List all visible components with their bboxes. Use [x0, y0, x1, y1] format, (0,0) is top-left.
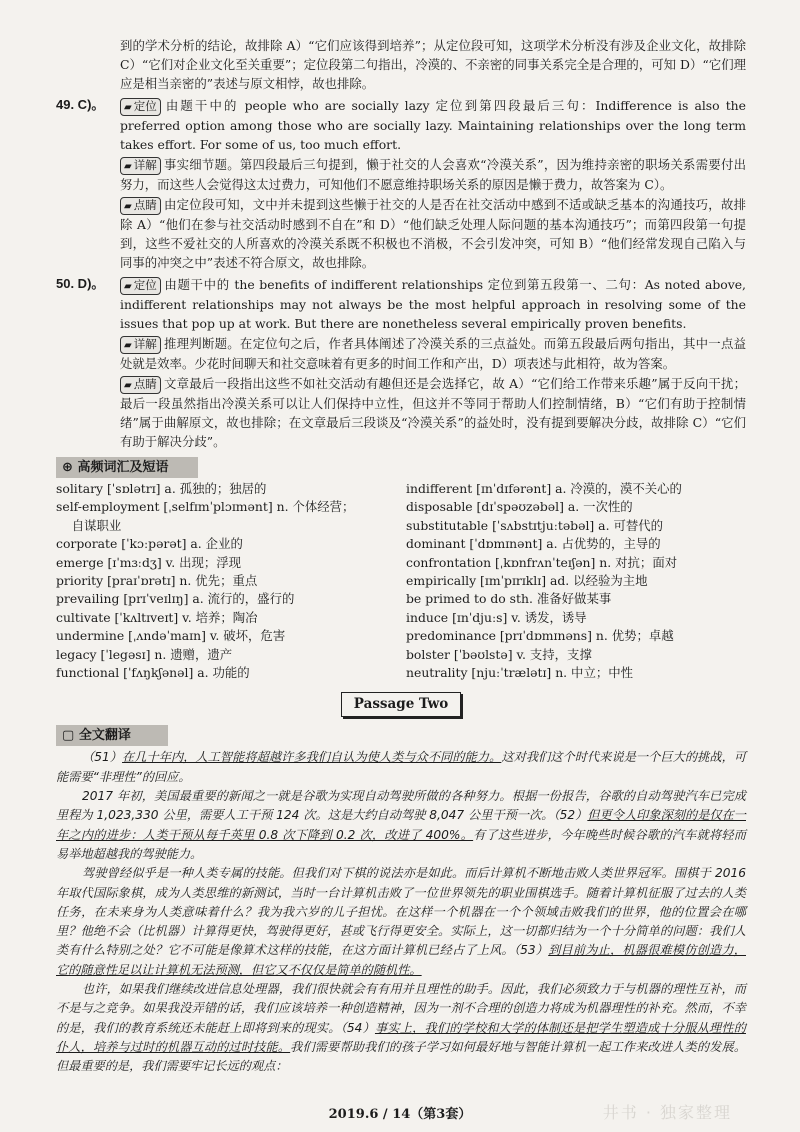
vocab-item: neutrality [njuːˈtrælətɪ] n. 中立；中性: [406, 665, 634, 681]
vocab-item: indifferent [ɪnˈdɪfərənt] a. 冷漠的，漠不关心的: [406, 481, 682, 496]
vocab-item: 自谋职业: [56, 517, 122, 533]
watermark: 井书 · 独家整理: [602, 1103, 732, 1122]
folder-icon: ▰: [124, 102, 132, 113]
folder-icon: ▰: [124, 340, 132, 351]
question-50: [56, 274, 746, 451]
folder-icon: ▰: [124, 201, 132, 212]
circle-plus-icon: ⊕: [62, 460, 73, 475]
question-49: [56, 95, 746, 272]
vocab-item: cultivate [ˈkʌltɪveɪt] v. 培养；陶冶: [56, 609, 258, 625]
square-icon: ▢: [62, 728, 75, 744]
vocab-heading: ⊕ 高频词汇及短语: [56, 457, 198, 478]
page-body: [56, 36, 746, 1077]
xiangjie-tag: ▰ 详解: [120, 336, 161, 354]
passage-title: Passage Two: [341, 692, 461, 717]
vocab-item: disposable [dɪˈspəʊzəbəl] a. 一次性的: [406, 499, 633, 515]
translation-body: [56, 748, 746, 1076]
vocab-item: dominant [ˈdɒmɪnənt] a. 占优势的，主导的: [406, 536, 661, 552]
question-number: 50. D)。: [56, 276, 105, 291]
vocab-item: emerge [ɪˈmɜːdʒ] v. 出现；浮现: [56, 554, 242, 570]
vocab-item: bolster [ˈbəʊlstə] v. 支持，支撑: [406, 646, 592, 662]
xiangjie-text: 事实细节题。第四段最后三句提到，懒于社交的人会喜欢“冷漠关系”，因为维持亲密的职场关系需要付出努力，而这些人会觉得这太过费力，可知他们不愿意维持职场关系的原因是懒于费力，故答案为 C）。: [120, 157, 746, 192]
vocab-item: be primed to do sth. 准备好做某事: [406, 591, 612, 607]
dingwei-text: 由题干中的 people who are socially lazy 定位到第四段最后三句：Indifference is also the preferred option among those who are socially lazy. Maintaining relationships over the long term takes effort. For some of us, too much effort.: [120, 98, 746, 152]
page-footer: 2019.6 / 14（第3套）: [328, 1107, 472, 1122]
translation-paragraph: 也许，如果我们继续改进信息处理器，我们很快就会有有用并且理性的助手。因此，我们必须致力于与机器的理性互补，而不是与之竞争。如果我没弄错的话，我们应该培养一种创造精神，因为一剂不合理的创造力将成为机器理性的补充。然而，不幸的是，我们的教育系统还未能赶上即将到来的现实。（54）事实上，我们的学校和大学的体制还是把学生塑造成十分服从理性的仆人，培养与过时的机器互动的过时技能。我们需要帮助我们的孩子学习如何最好地与智能计算机一起工作来改进人类的发展。但最重要的是，我们需要牢记长远的观点：: [56, 982, 747, 1074]
vocab-item: predominance [prɪˈdɒmɪnəns] n. 优势；卓越: [406, 628, 674, 644]
dianjing-text: 由定位段可知，文中并未提到这些懒于社交的人是否在社交活动中感到不适或缺乏基本的沟通技巧，故排除 A）“他们在参与社交活动时感到不自在”和 D）“他们缺乏处理人际问题的基本沟通技巧”；而第四段第一句提到，这些不爱社交的人所喜欢的冷漠关系既不积极也不消极，不会引发冲突，可知 B）“他们经常发现自己陷入与同事的冲突之中”表述不符合原文，故也排除。: [120, 197, 746, 270]
q48-continuation: 到的学术分析的结论，故排除 A）“它们应该得到培养”；从定位段可知，这项学术分析没有涉及企业文化，故排除 C）“它们对企业文化至关重要”；定位段第二句指出，冷漠的、不亲密的同事关系完全是合理的，可知 D）“它们理应是相当亲密的”表述与原文相悖，故也排除。: [120, 38, 746, 91]
dianjing-text: 文章最后一段指出这些不如社交活动有趣但还是会选择它，故 A）“它们给工作带来乐趣”属于反向干扰；最后一段虽然指出冷漠关系可以让人们保持中立性，但这并不等同于帮助人们控制情绪，B）“它们有助于控制情绪”属于曲解原文，故也排除；在文章最后三段谈及“冷漠关系”的益处时，没有提到要解决分歧，故排除 C）“它们有助于解决分歧”。: [120, 376, 746, 449]
vocab-item: confrontation [ˌkɒnfrʌnˈteɪʃən] n. 对抗；面对: [406, 554, 678, 570]
folder-icon: ▰: [124, 281, 132, 292]
dingwei-tag: ▰ 定位: [120, 98, 161, 116]
vocab-item: functional [ˈfʌŋkʃənəl] a. 功能的: [56, 665, 250, 681]
vocab-item: induce [ɪnˈdjuːs] v. 诱发，诱导: [406, 609, 587, 625]
vocab-list: [56, 480, 746, 682]
dianjing-tag: ▰ 点睛: [120, 197, 161, 215]
dingwei-tag: ▰ 定位: [120, 277, 161, 295]
folder-icon: ▰: [124, 161, 132, 172]
translation-heading: ▢ 全文翻译: [56, 725, 168, 746]
question-number: 49. C)。: [56, 97, 105, 112]
dianjing-tag: ▰ 点睛: [120, 376, 161, 394]
vocab-item: priority [praɪˈɒrətɪ] n. 优先；重点: [56, 573, 258, 589]
translation-paragraph: 2017 年初，美国最重要的新闻之一就是谷歌为实现自动驾驶所做的各种努力。根据一份报告，谷歌的自动驾驶汽车已完成里程为 1,023,330 公里，需要人工干预 124 次。这是大约自动驾驶 8,047 公里干预一次。（52）但更令人印象深刻的是仅在一年之内的进步：人类干预从每千英里 0.8 次下降到 0.2 次，改进了 400%。有了这些进步，今年晚些时候谷歌的汽车就将轻而易举地超越我的驾驶能力。: [56, 789, 746, 861]
translation-paragraph: 驾驶曾经似乎是一种人类专属的技能。但我们对下棋的说法亦是如此。而后计算机不断地击败人类世界冠军。围棋于 2016 年取代国际象棋，成为人类思维的新测试，当时一台计算机击败了一位世界领先的职业围棋选手。随着计算机征服了过去的人类任务，在未来身为人类意味着什么？我为我六岁的儿子担忧。在这样一个机器在一个个领域击败我们的世界，他的位置会在哪里？他绝不会（比机器）计算得更快，驾驶得更好，甚或飞行得更安全。实际上，这一切都归结为一个十分简单的问题：我们人类有什么特别之处？它不可能是像算术这样的技能，在这方面计算机已经占了上风。（53）到目前为止，机器很难模仿创造力，它的随意性足以让计算机无法预测，但它又不仅仅是简单的随机性。: [56, 866, 746, 977]
xiangjie-text: 推理判断题。在定位句之后，作者具体阐述了冷漠关系的三点益处。而第五段最后两句指出，其中一点益处就是效率。少花时间聊天和社交意味着有更多的时间工作和产出，D）项表述与此相符，故为答案。: [120, 336, 746, 371]
vocab-item: undermine [ˌʌndəˈmaɪn] v. 破坏，危害: [56, 628, 286, 644]
xiangjie-tag: ▰ 详解: [120, 157, 161, 175]
vocab-item: self-employment [ˌselfɪmˈplɔɪmənt] n. 个体经营；: [56, 499, 355, 515]
vocab-item: empirically [ɪmˈpɪrɪklɪ] ad. 以经验为主地: [406, 573, 648, 589]
vocab-item: legacy [ˈlegəsɪ] n. 遗赠，遗产: [56, 646, 233, 662]
vocab-item: solitary [ˈsɒlətrɪ] a. 孤独的；独居的: [56, 481, 267, 496]
vocab-item: corporate [ˈkɔːpərət] a. 企业的: [56, 536, 243, 552]
vocab-left-column: [56, 480, 406, 682]
dingwei-text: 由题干中的 the benefits of indifferent relationships 定位到第五段第一、二句：As noted above, indifferent relationships may not always be the most helpful approach in resolving some of the issues that pop up at work. But there are nonetheless several empirically proven benefits.: [120, 277, 746, 331]
folder-icon: ▰: [124, 380, 132, 391]
vocab-item: substitutable [ˈsʌbstɪtjuːtəbəl] a. 可替代的: [406, 517, 664, 533]
translation-paragraph: （51）在几十年内，人工智能将超越许多我们自认为使人类与众不同的能力。这对我们这个时代来说是一个巨大的挑战，可能需要“非理性”的回应。: [56, 750, 747, 784]
vocab-item: prevailing [prɪˈveɪlɪŋ] a. 流行的，盛行的: [56, 591, 295, 607]
vocab-right-column: [406, 480, 746, 682]
